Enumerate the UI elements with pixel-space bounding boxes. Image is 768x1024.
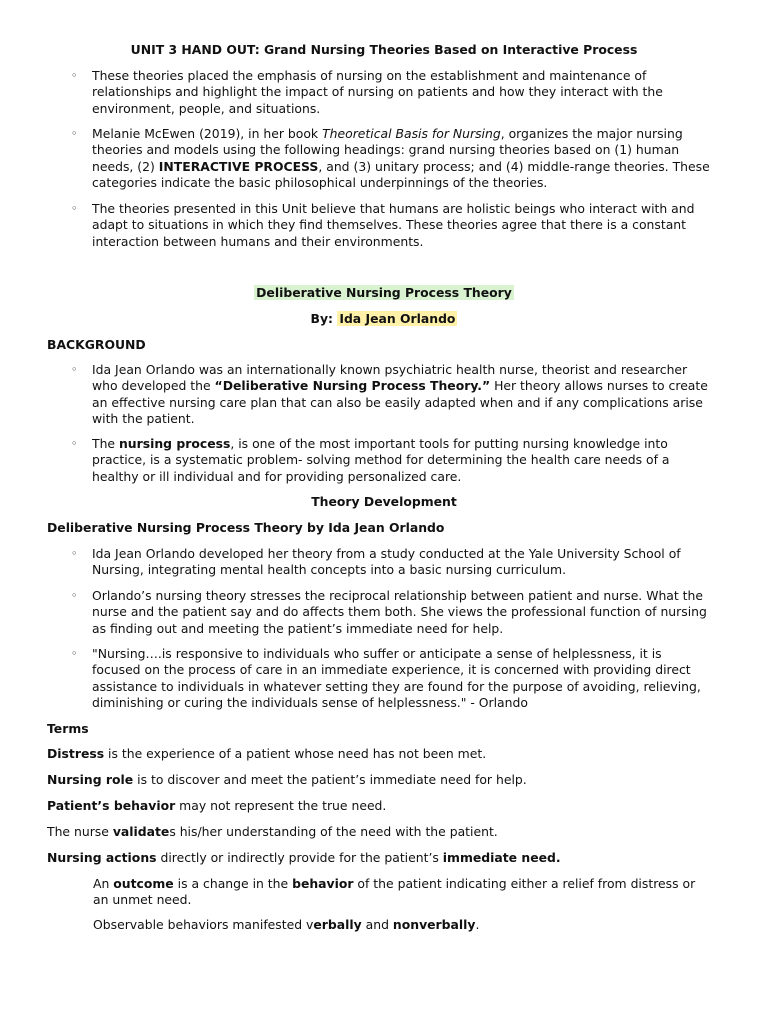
- term-nursing-role: Nursing role is to discover and meet the patient’s immediate need for help.: [47, 772, 527, 787]
- list-item: [71, 588, 711, 637]
- bullet-text: Ida Jean Orlando developed her theory from a study conducted at the Yale University School of Nursing, integrating mental health concepts into a basic nursing curriculum.: [92, 546, 681, 578]
- term-outcome: An outcome is a change in the behavior of the patient indicating either a relief from distress or an unmet need.: [93, 876, 696, 908]
- section-heading: Theory Development: [311, 494, 457, 509]
- bullet-text: Melanie McEwen (2019), in her book Theoretical Basis for Nursing, organizes the major nursing theories and models using the following headings: grand nursing theories based on (1) human needs, (2) INTERACTIVE PROCESS, and (3) unitary process; and (4) middle-range theories. These categories indicate the basic philosophical underpinnings of the theories.: [92, 126, 710, 191]
- bullet-mark: ◦: [71, 589, 78, 602]
- section-subheading: Deliberative Nursing Process Theory by Ida Jean Orlando: [47, 520, 445, 535]
- bullet-mark: ◦: [71, 127, 78, 140]
- list-item: [71, 68, 711, 117]
- list-item: [71, 201, 711, 250]
- list-item: [71, 436, 711, 485]
- term-patient-behavior: Patient’s behavior may not represent the true need.: [47, 798, 387, 813]
- bullet-text: "Nursing….is responsive to individuals who suffer or anticipate a sense of helplessness, it is focused on the process of care in an immediate experience, it is concerned with providing direct assistance to individuals in whatever setting they are found for the purpose of avoiding, relieving, diminishing or curing the individuals sense of helplessness." - Orlando: [92, 646, 701, 711]
- bullet-mark: ◦: [71, 437, 78, 450]
- term-nursing-actions: Nursing actions directly or indirectly provide for the patient’s immediate need.: [47, 850, 561, 865]
- list-item: [71, 546, 711, 579]
- bullet-mark: ◦: [71, 547, 78, 560]
- section-heading: Terms: [47, 721, 89, 736]
- bullet-text: Orlando’s nursing theory stresses the reciprocal relationship between patient and nurse. What the nurse and the patient say and do affects them both. She views the professional function of nursing as finding out and meeting the patient’s immediate need for help.: [92, 588, 707, 636]
- page-title: UNIT 3 HAND OUT: Grand Nursing Theories Based on Interactive Process: [130, 42, 638, 57]
- bullet-text: The theories presented in this Unit believe that humans are holistic beings who interact with and adapt to situations in which they find themselves. These theories agree that there is a constant interaction between humans and their environments.: [92, 201, 695, 249]
- list-item: [71, 362, 711, 428]
- bullet-mark: ◦: [71, 69, 78, 82]
- term-observable: Observable behaviors manifested verbally and nonverbally.: [93, 917, 480, 932]
- bullet-mark: ◦: [71, 363, 78, 376]
- bullet-text: Ida Jean Orlando was an internationally known psychiatric health nurse, theorist and researcher who developed the “Deliberative Nursing Process Theory.” Her theory allows nurses to create an effective nursing care plan that can also be easily adapted when and if any complications arise with the patient.: [92, 362, 708, 427]
- bullet-text: The nursing process, is one of the most important tools for putting nursing knowledge into practice, is a systematic problem- solving method for determining the health care needs of a healthy or ill individual and for providing personalized care.: [92, 436, 670, 484]
- term-validate: The nurse validates his/her understanding of the need with the patient.: [47, 824, 498, 839]
- theory-heading: Deliberative Nursing Process Theory: [256, 285, 512, 300]
- section-heading: BACKGROUND: [47, 337, 146, 352]
- bullet-text: These theories placed the emphasis of nursing on the establishment and maintenance of relationships and highlight the impact of nursing on patients and how they interact with the environment, people, and situations.: [92, 68, 663, 116]
- list-item: [71, 126, 711, 192]
- bullet-mark: ◦: [71, 647, 78, 660]
- list-item: [71, 646, 711, 712]
- bullet-mark: ◦: [71, 202, 78, 215]
- term-distress: Distress is the experience of a patient whose need has not been met.: [47, 746, 487, 761]
- byline: By: Ida Jean Orlando: [310, 311, 456, 326]
